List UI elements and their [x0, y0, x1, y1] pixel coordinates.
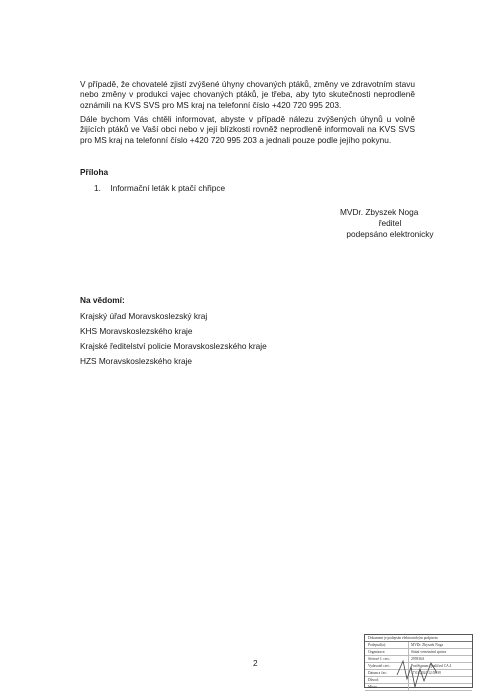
stamp-key: Podepsal(a):: [365, 642, 409, 648]
stamp-key: Vydavatel cert.:: [365, 663, 409, 669]
stamp-value: 17.01.2024 12:58:39: [411, 671, 441, 675]
signer-name: MVDr. Zbyszek Noga: [340, 207, 419, 217]
attachment-item: [94, 183, 225, 193]
page-number: 2: [253, 658, 258, 668]
stamp-key: Důvod:: [365, 677, 409, 683]
stamp-row: [365, 642, 472, 649]
signature-note: podepsáno elektronicky: [346, 229, 434, 239]
cc-item: HZS Moravskoslezského kraje: [80, 356, 193, 366]
handwritten-signature-mark: [393, 657, 443, 689]
stamp-row: [365, 649, 472, 656]
stamp-key: Datum a čas:: [365, 670, 409, 676]
signature-block: [340, 207, 440, 240]
stamp-header: Dokument je podepsán elektronickým podpisem: [365, 635, 472, 642]
attachment-item-label: Informační leták k ptačí chřipce: [110, 183, 226, 193]
stamp-value: Státní veterinární správa: [411, 650, 447, 654]
paragraph-wild-birds: Dále bychom Vás chtěli informovat, abyste v případě nálezu zvýšených úhynů u volně žijících ptáků ve Vaší obci nebo v její blízkosti rovněž neprodleně informovali na KVS SVS pro MS kraj na telefonní číslo +420 720 995 203 a jednali pouze podle jejího pokynu.: [80, 114, 415, 145]
cc-item: KHS Moravskoslezského kraje: [80, 326, 193, 336]
cc-item: Krajský úřad Moravskoslezský kraj: [80, 311, 208, 321]
paragraph-report-deaths: V případě, že chovatelé zjistí zvýšené úhyny chovaných ptáků, změny ve zdravotním stavu nebo změny v produkci vajec chovaných ptáků, je třeba, aby tyto skutečnosti neprodleně oznámili na KVS SVS pro MS kraj na telefonní číslo +420 720 995 203.: [80, 79, 415, 110]
cc-list: [80, 309, 267, 369]
stamp-key: Organizace:: [365, 649, 409, 655]
attachment-item-number: 1.: [94, 183, 101, 193]
cc-item: Krajské ředitelství policie Moravskoslezského kraje: [80, 341, 267, 351]
stamp-key: Místo:: [365, 684, 409, 690]
electronic-signature-stamp: [364, 634, 473, 688]
signer-title: ředitel: [378, 218, 402, 228]
cc-heading: Na vědomí:: [80, 295, 125, 305]
stamp-value: PostSignum Qualified CA 4: [411, 664, 452, 668]
attachment-heading: Příloha: [80, 167, 109, 177]
stamp-value: 295936A: [411, 657, 425, 661]
stamp-value: MVDr. Zbyszek Noga: [411, 643, 444, 647]
stamp-key: Sériové č. cert.:: [365, 656, 409, 662]
